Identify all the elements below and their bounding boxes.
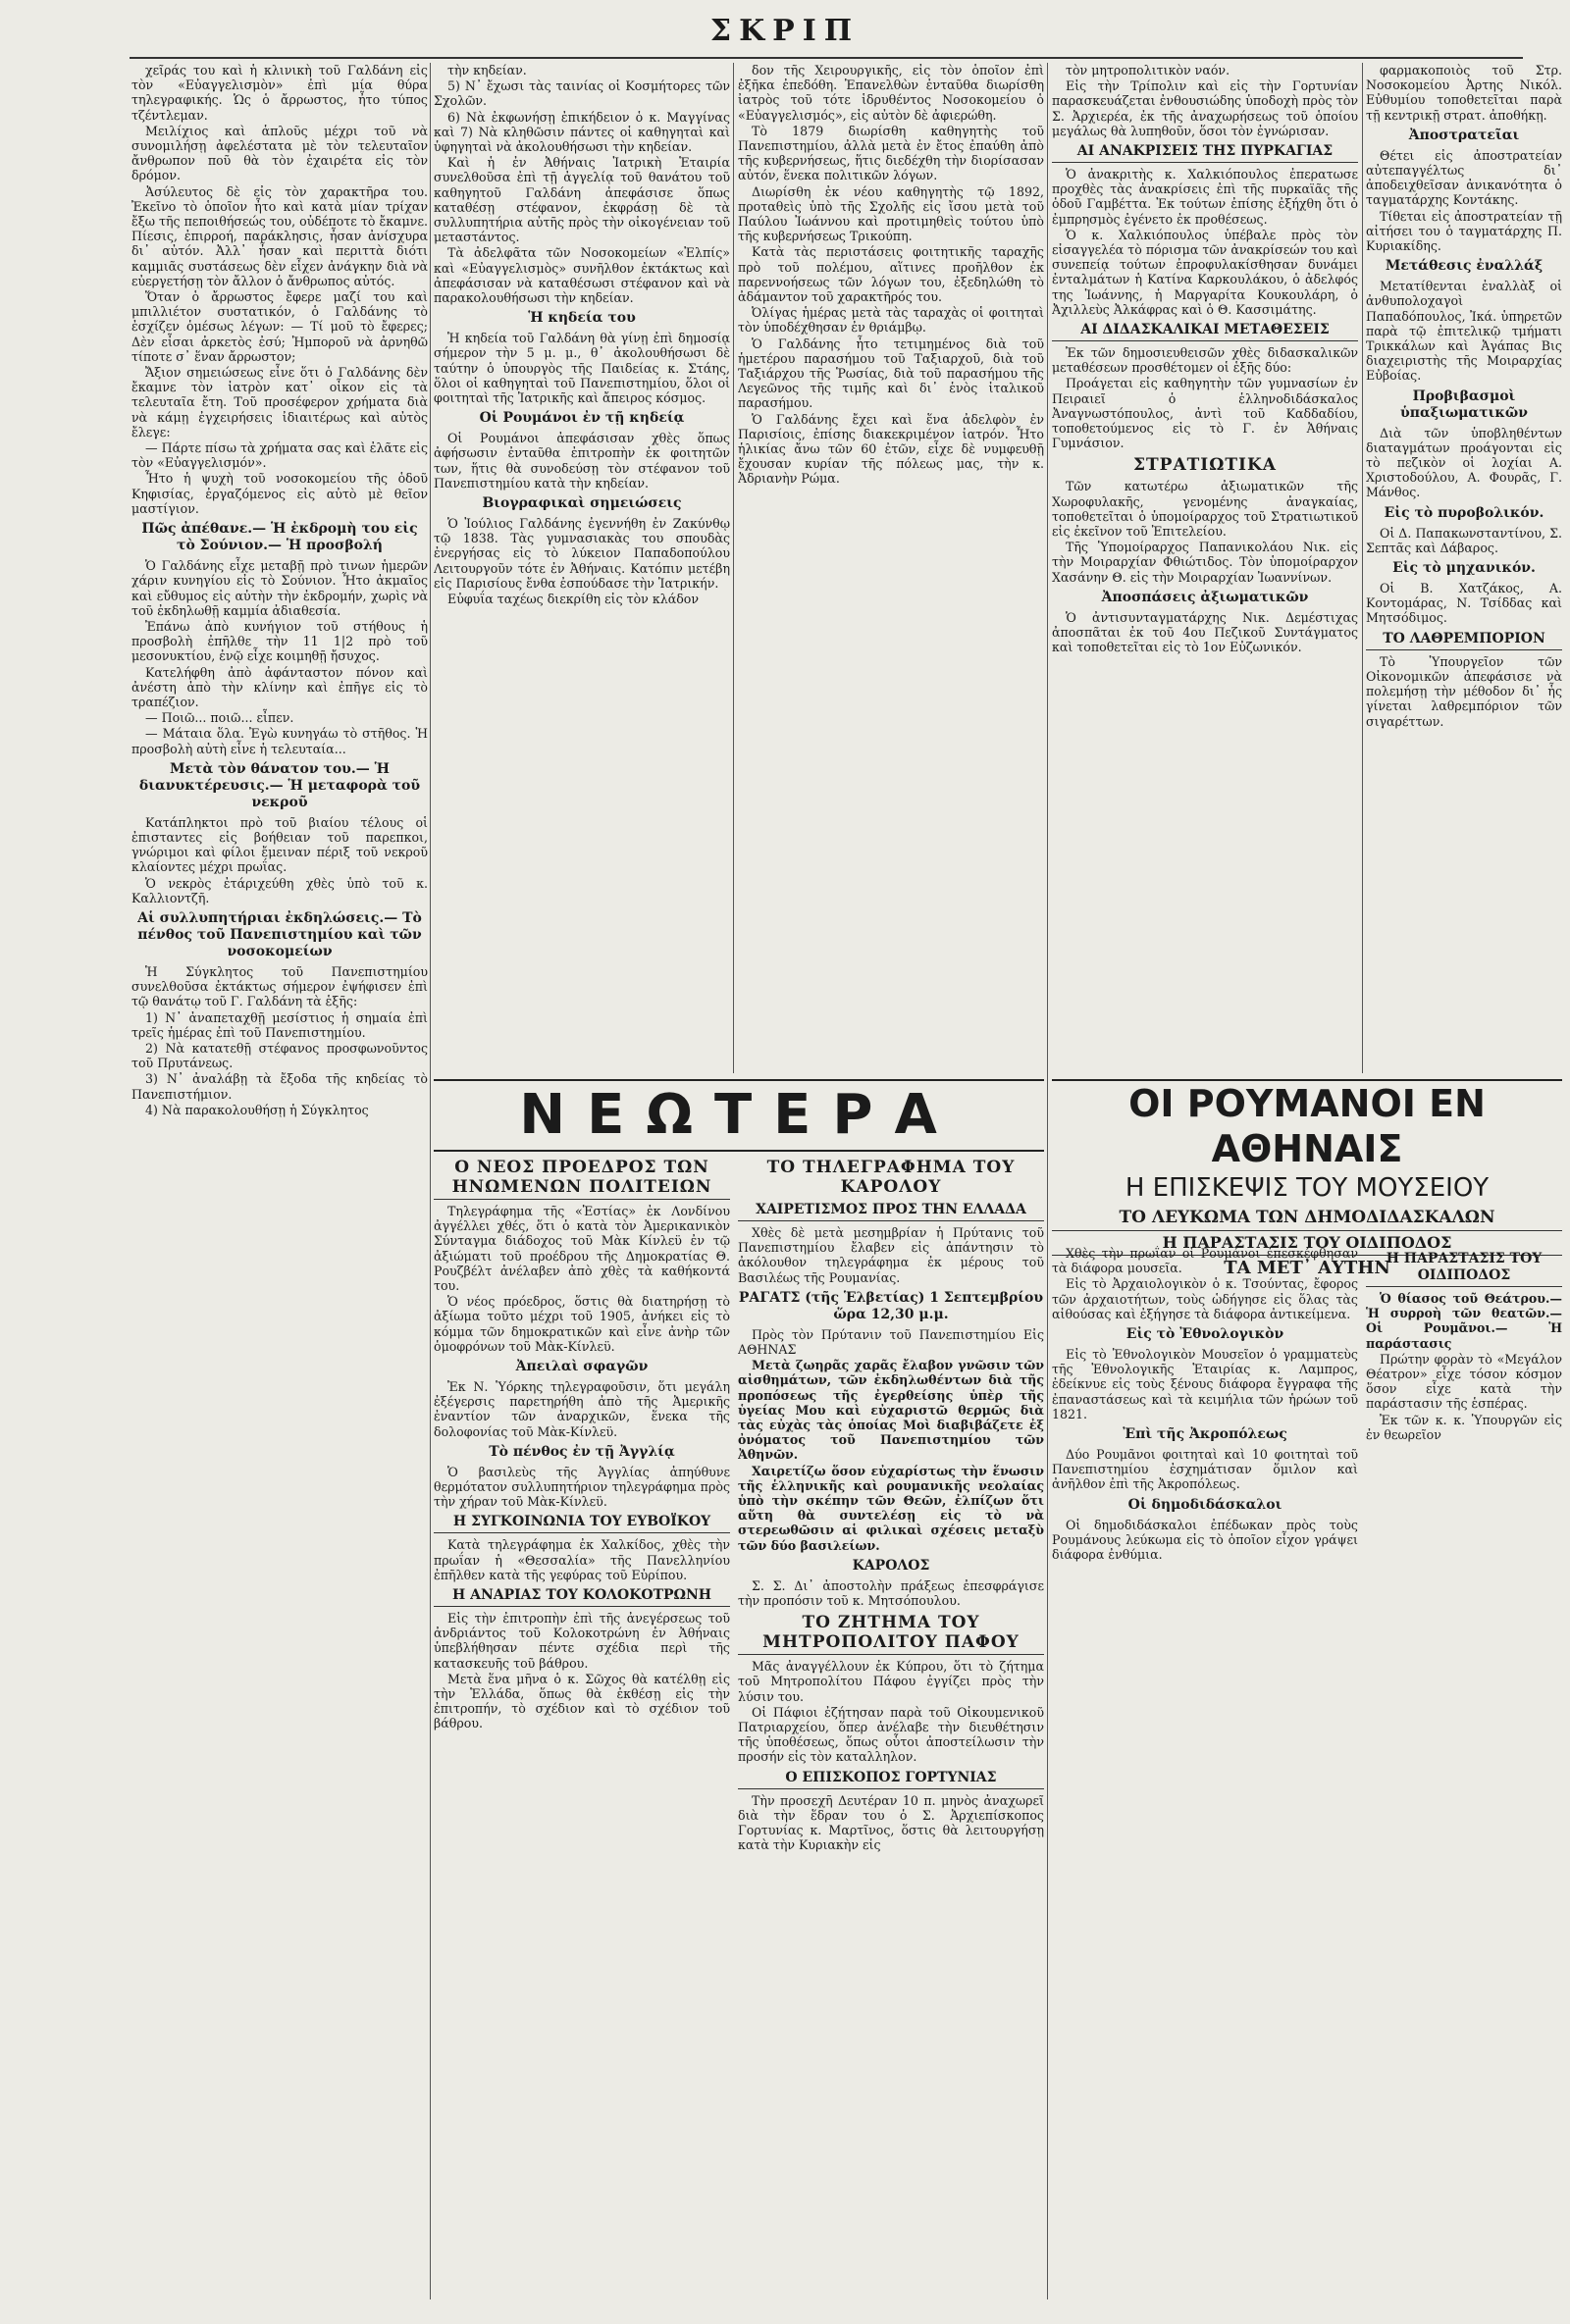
paragraph: Διὰ τῶν ὑποβληθέντων διαταγμάτων προάγονται εἰς τὸ πεζικὸν οἱ λοχίαι Α. Χριστοδούλου, Α. Φουρᾶς, Γ. Μάνθος.	[1366, 425, 1562, 500]
paragraph: Ὁ Γαλδάνης ἔχει καὶ ἕνα ἀδελφὸν ἐν Παρισίοις, ἐπίσης διακεκριμένον ἰατρόν. Ἦτο ἡλικίας ἄνω τῶν 60 ἐτῶν, εἶχε δὲ νυμφευθῇ ἔχουσαν κυρίαν τῆς πόλεως μας, τὴν κ. Ἀδριανὴν Ρώμα.	[738, 411, 1044, 487]
paragraph: Θέτει εἰς ἀποστρατείαν αὐτεπαγγέλτως δι᾽ ἀποδειχθεῖσαν ἀνικανότητα ὁ ταγματάρχης Κοντάκης.	[1366, 147, 1562, 208]
paragraph: Κατελήφθη ἀπὸ ἀφάνταστον πόνον καὶ ἀνέστη ἀπὸ τὴν κλίνην καὶ ἐπῆγε εἰς τὸ τραπέζιον.	[131, 664, 428, 709]
paragraph: Ὀλίγας ἡμέρας μετὰ τὰς ταραχὰς οἱ φοιτηταὶ τὸν ὑποδέχθησαν ἐν θριάμβῳ.	[738, 305, 1044, 336]
subheading: ΑΙ ΔΙΔΑΣΚΑΛΙΚΑΙ ΜΕΤΑΘΕΣΕΙΣ	[1052, 322, 1358, 341]
paragraph: Εἰς τὸ Ἐθνολογικὸν Μουσεῖον ὁ γραμματεὺς τῆς Ἐθνολογικῆς Ἑταιρίας κ. Λαμπρος, ἐδείκνυε εἰς τοὺς ξένους διάφορα ἔγγραφα τῆς ἐπαναστάσεως καὶ τὰ κειμήλια τῶν ἡρώων τοῦ 1821.	[1052, 1347, 1358, 1421]
subheading: Μετὰ τὸν θάνατον του.— Ἡ διανυκτέρευσις.— Ἡ μεταφορὰ τοῦ νεκροῦ	[138, 760, 421, 810]
column-5-lower	[1366, 1246, 1562, 2305]
subheading: ΡΑΓΑΤΣ (τῆς Ἑλβετίας) 1 Σεπτεμβρίου ὥρα 12,30 μ.μ.	[738, 1289, 1044, 1322]
paragraph: Ἐκ τῶν κ. κ. Ὑπουργῶν εἰς ἐν θεωρεῖον	[1366, 1412, 1562, 1442]
paragraph: Ὁ νέος πρόεδρος, ὅστις θὰ διατηρήσῃ τὸ ἀξίωμα τοῦτο μέχρι τοῦ 1905, ἀνήκει εἰς τὸ κόμμα τῶν δημοκρατικῶν καὶ εἶνε ἀνὴρ τῶν ὁμοφρόνων τοῦ Μὰκ-Κίνλεϋ.	[434, 1294, 730, 1354]
paragraph: τὸν μητροπολιτικὸν ναόν.	[1066, 63, 1230, 77]
paragraph: Ἡ Σύγκλητος τοῦ Πανεπιστημίου συνελθοῦσα ἐκτάκτως σήμερον ἐψήφισεν ἐπὶ τῷ θανάτῳ τοῦ Γ. Γαλδάνη τὰ ἑξῆς:	[131, 963, 428, 1009]
column-2	[434, 63, 730, 1138]
paragraph: Τὸ 1879 διωρίσθη καθηγητὴς τοῦ Πανεπιστημίου, ἀλλὰ μετὰ ἐν ἔτος ἐπαύθη ἀπὸ τῆς κυβερνήσεως, ἥτις διεδέχθη τὴν διορίσασαν αὐτόν, ἕνεκα πολιτικῶν λόγων.	[738, 123, 1044, 183]
paragraph: Ὅταν ὁ ἄρρωστος ἔφερε μαζί του καὶ μπιλλιέτον συστατικόν, ὁ Γαλδάνης τὸ ἐσχίζεν ὁμέσως λέγων: — Τί μοῦ τὸ ἔφερες; Δὲν εἶσαι ἀρκετὸς ἐσύ; Ἠμποροῦ νὰ ἀρνηθῶ τίποτε σ᾽ ἕναν ἄρρωστον;	[131, 289, 428, 364]
subheading: Εἰς τὸ πυροβολικόν.	[1384, 504, 1544, 521]
column-divider	[1047, 63, 1048, 2299]
subheading: ΧΑΙΡΕΤΙΣΜΟΣ ΠΡΟΣ ΤΗΝ ΕΛΛΑΔΑ	[738, 1202, 1044, 1221]
paragraph: Εἰς τὴν ἐπιτροπὴν ἐπὶ τῆς ἀνεγέρσεως τοῦ ἀνδριάντος τοῦ Κολοκοτρώνη ἐν Ἀθήναις ὑπεβλήθησαν πέντε σχέδια περὶ τῆς κατασκευῆς τοῦ βάθρου.	[434, 1611, 730, 1671]
paragraph: Ἐπάνω ἀπὸ κυνήγιον τοῦ στήθους ἡ προσβολὴ ἐπῆλθε τὴν 11 1|2 πρὸ τοῦ μεσονυκτίου, ἐνῷ εἶχε κοιμηθῇ ἤσυχος.	[131, 618, 428, 664]
paragraph: Τηλεγράφημα τῆς «Ἑστίας» ἐκ Λονδίνου ἀγγέλλει χθές, ὅτι ὁ κατὰ τὸν Ἀμερικανικὸν Σύνταγμα διάδοχος τοῦ Μὰκ Κίνλεϋ ἐν τῷ ἀξιώματι τοῦ προέδρου τῆς Δημοκρατίας Θ. Ρουζβέλτ ἀνέλαβεν ἀπὸ χθὲς τὰ καθήκοντά του.	[434, 1204, 730, 1294]
subheading: Η ΣΥΓΚΟΙΝΩΝΙΑ ΤΟΥ ΕΥΒΟΪΚΟΥ	[434, 1514, 730, 1533]
banner-line: Η ΠΑΡΑΣΤΑΣΙΣ ΤΟΥ ΟΙΔΙΠΟΔΟΣ	[1052, 1230, 1562, 1256]
column-4	[1052, 63, 1358, 1138]
neotera-label: ΝΕΩΤΕΡΑ	[434, 1079, 1044, 1152]
paragraph: Τὰ ἀδελφᾶτα τῶν Νοσοκομείων «Ἐλπίς» καὶ «Εὐαγγελισμὸς» συνῆλθον ἐκτάκτως καὶ ἀπεφάσισαν νὰ καταθέσωσι στέφανον καὶ νὰ παρακολουθήσωσι τὴν κηδείαν.	[434, 245, 730, 306]
subheading: Βιογραφικαὶ σημειώσεις	[482, 495, 682, 512]
subheading: ΤΟ ΤΗΛΕΓΡΑΦΗΜΑ ΤΟΥ ΚΑΡΟΛΟΥ	[766, 1158, 1016, 1197]
paragraph: Ὁ ἀνακριτὴς κ. Χαλκιόπουλος ἐπερατωσε προχθὲς τὰς ἀνακρίσεις ἐπὶ τῆς πυρκαϊᾶς τῆς ὁδοῦ Γαμβέττα. Ἐκ τούτων ἐπίσης ἐξήχθη ὅτι ὁ ἐμπρησμὸς ἐγένετο ἐκ προθέσεως.	[1052, 167, 1358, 227]
paragraph: Ὁ Ἰούλιος Γαλδάνης ἐγεννήθη ἐν Ζακύνθῳ τῷ 1838. Τὰς γυμνασιακὰς του σπουδὰς ἐνεργήσας εἰς τὸ λύκειον Παπαδοπούλου Λειτουργοῦν τότε ἐν Ἀθήναις. Κατόπιν μετέβη εἰς Παρισίους ἔνθα ἐσπούδασε τὴν Ἰατρικήν.	[434, 516, 730, 591]
paragraph: Οἱ Ρουμάνοι ἀπεφάσισαν χθὲς ὅπως ἀφήσωσιν ἐνταῦθα ἐπιτροπὴν ἐκ φοιτητῶν των, ἥτις θὰ συνοδεύσῃ τὸν στέφανον τοῦ Πανεπιστημίου κατὰ τὴν κηδείαν.	[434, 431, 730, 491]
paragraph: Μετὰ ζωηρᾶς χαρᾶς ἔλαβον γνῶσιν τῶν αἰσθημάτων, τῶν ἐκδηλωθέντων διὰ τῆς προπόσεως τῆς ἐγερθείσης ὑπὲρ τῆς ὑγείας Μου καὶ εὐχαριστῶ θερμῶς διὰ τὰς εὐχὰς τὰς ὁποίας Μοὶ διαβιβάζετε ἐξ ὀνόματος τοῦ Πανεπιστημίου τῶν Ἀθηνῶν.	[738, 1358, 1044, 1463]
paragraph: 3) Ν᾽ ἀναλάβῃ τὰ ἔξοδα τῆς κηδείας τὸ Πανεπιστήμιον.	[131, 1071, 428, 1102]
subheading: Μετάθεσις ἐναλλάξ	[1385, 258, 1544, 275]
paragraph: Κατὰ τηλεγράφημα ἐκ Χαλκίδος, χθὲς τὴν πρωΐαν ἡ «Θεσσαλία» τῆς Πανελληνίου ἐπῆλθεν κατὰ τῆς γεφύρας τοῦ Εὐρίπου.	[434, 1537, 730, 1582]
subheading: Ἀπειλαὶ σφαγῶν	[515, 1359, 649, 1375]
subheading: Ἀποστρατεῖαι	[1408, 127, 1520, 143]
paragraph: τὴν κηδείαν.	[447, 63, 527, 77]
paragraph: Τῶν κατωτέρω ἀξιωματικῶν τῆς Χωροφυλακῆς, γενομένης ἀναγκαίας, τοποθετεῖται ὁ ὑπομοίραρχος τοῦ Στρατιωτικοῦ εἰς ἐκεῖνον τοῦ Ἐπιτελείου.	[1052, 479, 1358, 540]
subheading: Ο ΝΕΟΣ ΠΡΟΕΔΡΟΣ ΤΩΝ ΗΝΩΜΕΝΩΝ ΠΟΛΙΤΕΙΩΝ	[434, 1158, 730, 1200]
paragraph: Τῆς Ὑπομοίραρχος Παπανικολάου Νικ. εἰς τὴν Μοιραρχίαν Φθιώτιδος. Τὸν ὑπομοίραρχον Χασάνην Θ. εἰς τὴν Μοιραρχίαν Ἰωαννίνων.	[1052, 540, 1358, 585]
paragraph: Ὁ βασιλεὺς τῆς Ἀγγλίας ἀπηύθυνε θερμότατον συλλυπητήριον τηλεγράφημα πρὸς τὴν χήραν τοῦ Μὰκ-Κίνλεϋ.	[434, 1464, 730, 1510]
paragraph: Ὁ ἀντισυνταγματάρχης Νικ. Δεμέστιχας ἀποσπᾶται ἐκ τοῦ 4ου Πεζικοῦ Συντάγματος καὶ τοποθετεῖται εἰς τὸ 1ον Εὐζωνικόν.	[1052, 609, 1358, 655]
paragraph: Προάγεται εἰς καθηγητὴν τῶν γυμνασίων ἐν Πειραιεῖ ὁ ἑλληνοδιδάσκαλος Ἀναγνωστόπουλος, ἀντὶ τοῦ Καδδαδίου, τοποθετούμενος εἰς τὸ Γ. ἐν Ἀθήναις Γυμνάσιον.	[1052, 376, 1358, 451]
subheading: Οἱ Ρουμάνοι ἐν τῇ κηδείᾳ	[479, 410, 685, 427]
paragraph: Μετὰ ἕνα μῆνα ὁ κ. Σῶχος θὰ κατέλθῃ εἰς τὴν Ἑλλάδα, ὅπως θὰ ἐκθέσῃ εἰς τὴν ἐπιτροπήν, τὸ σχέδιον καὶ τὸ σχέδιον τοῦ βάθρου.	[434, 1671, 730, 1731]
paragraph: 6) Νὰ ἐκφωνήσῃ ἐπικήδειον ὁ κ. Μαγγίνας καὶ 7) Νὰ κληθῶσιν πάντες οἱ καθηγηταὶ καὶ ὑφηγηταὶ νὰ ἀκολουθήσωσι τὴν κηδείαν.	[434, 109, 730, 155]
paragraph: Τὴν προσεχῆ Δευτέραν 10 π. μηνὸς ἀναχωρεῖ διὰ τὴν ἕδραν του ὁ Σ. Ἀρχιεπίσκοπος Γορτυνίας κ. Μαρτῖνος, ὅστις θὰ λειτουργήσῃ κατὰ τὴν Κυριακὴν εἰς	[738, 1792, 1044, 1853]
subheading: Προβιβασμοὶ ὑπαξιωματικῶν	[1400, 387, 1528, 421]
subheading: Η ΑΝΑΡΙΑΣ ΤΟΥ ΚΟΛΟΚΟΤΡΩΝΗ	[434, 1587, 730, 1607]
paragraph: Ἦτο ἡ ψυχὴ τοῦ νοσοκομείου τῆς ὁδοῦ Κηφισίας, ἐργαζόμενος εἰς αὐτὸ μὲ θεῖον μαστίγιον.	[131, 471, 428, 516]
subheading: Οἱ δημοδιδάσκαλοι	[1127, 1496, 1282, 1513]
paragraph: φαρμακοποιὸς τοῦ Στρ. Νοσοκομείου Ἀρτης Νικόλ. Εὐθυμίου τοποθετεῖται παρὰ τῇ κεντρικῇ στρατ. ἀποθήκῃ.	[1366, 63, 1562, 123]
paragraph: Πρὸς τὸν Πρύτανιν τοῦ Πανεπιστημίου Εἰς ΑΘΗΝΑΣ	[738, 1326, 1044, 1358]
paragraph: Κατὰ τὰς περιστάσεις φοιτητικῆς ταραχῆς πρὸ τοῦ πολέμου, αἵτινες προῆλθον ἐκ παρεννοήσεως τῶν λόγων του, ἐξεδηλώθη τὸ ἀδάμαντον τοῦ χαρακτῆρός του.	[738, 244, 1044, 305]
paragraph: Τίθεται εἰς ἀποστρατείαν τῇ αἰτήσει του ὁ ταγματάρχης Π. Κυριακίδης.	[1366, 208, 1562, 254]
paragraph: Δύο Ρουμᾶνοι φοιτηταὶ καὶ 10 φοιτηταὶ τοῦ Πανεπιστημίου ἐσχημάτισαν ὅμιλον καὶ ἀνῆλθον ἐπὶ τῆς Ἀκροπόλεως.	[1052, 1447, 1358, 1492]
paragraph: Σ. Σ. Δι᾽ ἀποστολὴν πράξεως ἐπεσφράγισε τὴν προπόσιν τοῦ κ. Μητσόπουλου.	[738, 1577, 1044, 1609]
paragraph: Εὐφυΐα ταχέως διεκρίθη εἰς τὸν κλάδον	[447, 592, 700, 607]
signature: ΚΑΡΟΛΟΣ	[852, 1557, 930, 1574]
banner-line: ΤΑ ΜΕΤ᾽ ΑΥΤΗΝ	[1224, 1258, 1390, 1278]
masthead-rule	[130, 57, 1523, 59]
subheading: Τὸ πένθος ἐν τῇ Ἀγγλίᾳ	[489, 1443, 675, 1460]
paragraph: Οἱ Δ. Παπακωνσταντίνου, Σ. Σεπτᾶς καὶ Δάβαρος.	[1366, 525, 1562, 555]
paragraph: — Ποιῶ... ποιῶ... εἶπεν.	[145, 710, 294, 726]
paragraph: Ὁ Γαλδάνης ἦτο τετιμημένος διὰ τοῦ ἡμετέρου παρασήμου τοῦ Ταξιαρχοῦ, διὰ τοῦ Ταξιάρχου τῆς Ῥωσίας, διὰ τοῦ παρασήμου τῆς Λεγεῶνος τῆς τιμῆς καὶ δι᾽ ἑνὸς ἰταλικοῦ παρασήμου.	[738, 336, 1044, 411]
column-3	[738, 63, 1044, 1138]
subheading: Εἰς τὸ μηχανικόν.	[1392, 560, 1536, 577]
paragraph: Οἱ Β. Χατζάκος, Α. Κοντομάρας, Ν. Τσίδδας καὶ Μητσόδιμος.	[1366, 581, 1562, 626]
paragraph: — Μάταια ὅλα. Ἐγὼ κυνηγάω τὸ στῆθος. Ἡ προσβολὴ αὐτὴ εἶνε ἡ τελευταία...	[131, 726, 428, 756]
subheading: Ἐπὶ τῆς Ἀκροπόλεως	[1123, 1426, 1287, 1443]
paragraph: Μετατίθενται ἐναλλὰξ οἱ ἀνθυπολοχαγοὶ Παπαδόπουλος, Ἰκά. ὑπηρετῶν παρὰ τῷ ἐπιτελικῷ τμήματι Τρικκάλων καὶ Ἀγάπας Βις διαχειριστὴς τῆς Μοιραρχίας Εὐβοίας.	[1366, 279, 1562, 384]
paragraph: 1) Ν᾽ ἀναπεταχθῇ μεσίστιος ἡ σημαία ἐπὶ τρεῖς ἡμέρας ἐπὶ τοῦ Πανεπιστημίου.	[131, 1009, 428, 1040]
subheading: Αἱ συλλυπητήριαι ἐκδηλώσεις.— Τὸ πένθος τοῦ Πανεπιστημίου καὶ τῶν νοσοκομείων	[137, 909, 422, 959]
paragraph: Ὁ θίασος τοῦ Θεάτρου.— Ἡ συρροὴ τῶν θεατῶν.— Οἱ Ρουμᾶνοι.— Ἡ παράστασις	[1366, 1291, 1562, 1351]
paragraph: Μᾶς ἀναγγέλλουν ἐκ Κύπρου, ὅτι τὸ ζήτημα τοῦ Μητροπολίτου Πάφου ἐγγίζει πρὸς τὴν λύσιν του.	[738, 1659, 1044, 1704]
column-4-lower	[1052, 1246, 1358, 2266]
paragraph: Ἡ κηδεία τοῦ Γαλδάνη θὰ γίνῃ ἐπὶ δημοσίᾳ σήμερον τὴν 5 μ. μ., θ᾽ ἀκολουθήσωσι δὲ ταύτην ὁ ὑπουργὸς τῆς Παιδείας κ. Στάης, ὅλοι οἱ καθηγηταὶ τοῦ Πανεπιστημίου, ὅλοι οἱ φοιτηταὶ τῆς Ἰατρικῆς καὶ ἄπειρος κόσμος.	[434, 331, 730, 406]
paragraph: Οἱ δημοδιδάσκαλοι ἐπέδωκαν πρὸς τοὺς Ρουμάνους λεύκωμα εἰς τὸ ὁποῖον εἶχον γράψει διάφορα ἐνθύμια.	[1052, 1517, 1358, 1563]
paragraph: Κατάπληκτοι πρὸ τοῦ βιαίου τέλους οἱ ἐπισταντες εἰς βοήθειαν τοῦ παρεπκοι, γνώριμοι καὶ φίλοι ἔμειναν πέριξ τοῦ νεκροῦ κλαίοντες μέχρι πρωΐας.	[131, 814, 428, 875]
paragraph: Ὁ Γαλδάνης εἶχε μεταβῇ πρὸ τινων ἡμερῶν χάριν κυνηγίου εἰς τὸ Σούνιον. Ἦτο ἀκμαῖος καὶ εὔθυμος εἰς αὐτὴν τὴν ἐκδρομήν, χωρὶς νὰ τοῦ ἐκδηλωθῇ καμμία ἀδιαθεσία.	[131, 558, 428, 618]
paragraph: Χθὲς δὲ μετὰ μεσημβρίαν ἡ Πρύτανις τοῦ Πανεπιστημίου ἔλαβεν εἰς ἀπάντησιν τὸ ἀκόλουθον τηλεγράφημα ἐκ μέρους τοῦ Βασιλέως τῆς Ρουμανίας.	[738, 1225, 1044, 1285]
paragraph: Διωρίσθη ἐκ νέου καθηγητὴς τῷ 1892, προταθεὶς ὑπὸ τῆς Σχολῆς εἰς ἴσου μετὰ τοῦ Παύλου Ἰωάννου καὶ προτιμηθεὶς τούτου ὑπὸ τῆς κυβερνήσεως Τρικούπη.	[738, 183, 1044, 244]
paragraph: 4) Νὰ παρακολουθήσῃ ἡ Σύγκλητος	[145, 1102, 369, 1117]
paragraph: 2) Νὰ κατατεθῇ στέφανος προσφωνοῦντος τοῦ Πρυτάνεως.	[131, 1040, 428, 1071]
paragraph: Μειλίχιος καὶ ἁπλοῦς μέχρι τοῦ νὰ συνομιλήσῃ ἀφελέστατα μὲ τὸν τελευταῖον ἄνθρωπον ποῦ θὰ τὸν ἐχαιρέτα εἰς τὸν δρόμον.	[131, 123, 428, 183]
column-3-lower	[738, 1153, 1044, 2300]
banner-subheadline: Η ΕΠΙΣΚΕΨΙΣ ΤΟΥ ΜΟΥΣΕΙΟΥ	[1125, 1173, 1490, 1203]
column-1	[131, 63, 428, 2299]
paragraph: Πρώτην φορὰν τὸ «Μεγάλον Θέατρον» εἶχε τόσον κόσμον ὅσον εἶχε κατὰ τὴν παράστασιν τῆς ἑσπέρας.	[1366, 1351, 1562, 1412]
paragraph: Καὶ ἡ ἐν Ἀθήναις Ἰατρικὴ Ἑταιρία συνελθοῦσα ἐπὶ τῇ ἀγγελίᾳ τοῦ θανάτου τοῦ καθηγητοῦ Γαλδάνη ἀπεφάσισε ὅπως καταθέσῃ στέφανον, ἐκφράσῃ δὲ τὰ συλλυπητήρια αὐτῆς πρὸς τὴν οἰκογένειαν τοῦ μεταστάντος.	[434, 155, 730, 245]
section-title-neotera	[434, 1079, 1044, 1148]
subheading: ΤΟ ΛΑΘΡΕΜΠΟΡΙΟΝ	[1366, 631, 1562, 650]
paragraph: δον τῆς Χειρουργικῆς, εἰς τὸν ὁποῖον ἐπὶ ἐξῆκα ἐπεδόθη. Ἐπανελθὼν ἐνταῦθα διωρίσθη ἰατρὸς τοῦ τότε ἱδρυθέντος Νοσοκομείου ὁ «Εὐαγγελισμός», εἰς αὐτὸν δὲ ἀφιερώθη.	[738, 63, 1044, 123]
subheading: Ο ΕΠΙΣΚΟΠΟΣ ΓΟΡΤΥΝΙΑΣ	[738, 1770, 1044, 1789]
subheading: Ἀποσπάσεις ἀξιωματικῶν	[1101, 589, 1309, 605]
column-divider	[430, 63, 431, 2299]
paragraph: Ἐκ Ν. Ὑόρκης τηλεγραφοῦσιν, ὅτι μεγάλη ἐξέγερσις παρετηρήθη ἀπὸ τῆς Ἀμερικῆς ἐναντίον τῶν ἀναρχικῶν, ἕνεκα τῆς δολοφονίας τοῦ Μὰκ-Κίνλεϋ.	[434, 1379, 730, 1439]
subheading: Η ΠΑΡΑΣΤΑΣΙΣ ΤΟΥ ΟΙΔΙΠΟΔΟΣ	[1366, 1251, 1562, 1287]
column-divider	[733, 63, 734, 1073]
paragraph: Ἐκ τῶν δημοσιευθεισῶν χθὲς διδασκαλικῶν μεταθέσεων προσθέτομεν οἱ ἑξῆς δύο:	[1052, 345, 1358, 376]
paragraph: Ἀσύλευτος δὲ εἰς τὸν χαρακτῆρα του. Ἐκεῖνο τὸ ὁποῖον ἦτο καὶ κατὰ μίαν τρίχαν ἔξω τῆς πεποιθήσεώς του, οὐδέποτε τὸ ἔκαμνε. Πίεσις, ἐπιρροή, παράκλησις, ἦσαν ἀνίσχυρα δι᾽ αὐτόν. Ἀλλ᾽ ἦσαν καὶ περιττὰ διότι καμμιᾶς συστάσεως δὲν εἶχεν ἀνάγκην διὰ νὰ εὐεργετήσῃ τὸν ἄλλον ὁ ἄνθρωπος αὐτός.	[131, 183, 428, 288]
banner-line: ΤΟ ΛΕΥΚΩΜΑ ΤΩΝ ΔΗΜΟΔΙΔΑΣΚΑΛΩΝ	[1119, 1208, 1495, 1227]
paragraph: Ὁ νεκρὸς ἐτάριχεύθη χθὲς ὑπὸ τοῦ κ. Καλλιοντζῆ.	[131, 875, 428, 905]
subheading: Εἰς τὸ Ἐθνολογικὸν	[1125, 1326, 1284, 1343]
subheading: ΣΤΡΑΤΙΩΤΙΚΑ	[1133, 455, 1277, 476]
paragraph: Χθὲς τὴν πρωΐαν οἱ Ρουμάνοι ἐπεσκέφθησαν τὰ διάφορα μουσεῖα.	[1052, 1246, 1358, 1276]
paragraph: Εἰς τὴν Τρίπολιν καὶ εἰς τὴν Γορτυνίαν παρασκευάζεται ἐνθουσιώδης ὑποδοχὴ πρὸς τὸν Σ. Ἀρχιερέα, ἐκ τῆς ἀναχωρήσεως τοῦ ὁποίου μεγάλως θὰ λυπηθοῦν, ὅσοι τὸν ἐγνώρισαν.	[1052, 78, 1358, 138]
paragraph: Εἰς τὸ Ἀρχαιολογικὸν ὁ κ. Τσούντας, ἔφορος τῶν ἀρχαιοτήτων, τοὺς ὡδήγησε εἰς ὅλας τὰς αἰθούσας καὶ ἐξήγησε τὰ διάφορα ἀντικείμενα.	[1052, 1276, 1358, 1321]
subheading: Ἡ κηδεία του	[528, 310, 636, 327]
paragraph: Οἱ Πάφιοι ἐζήτησαν παρὰ τοῦ Οἰκουμενικοῦ Πατριαρχείου, ὅπερ ἀνέλαβε τὴν διευθέτησιν τῆς ὑποθέσεως, ὅπως οὗτοι ἀποστείλωσιν τὴν προσήν εἰς τὸν καταλληλον.	[738, 1704, 1044, 1765]
banner-headline: ΟΙ ΡΟΥΜΑΝΟΙ ΕΝ ΑΘΗΝΑΙΣ	[1052, 1079, 1562, 1171]
column-divider	[1362, 63, 1363, 1073]
paragraph: Ὁ κ. Χαλκιόπουλος ὑπέβαλε πρὸς τὸν εἰσαγγελέα τὸ πόρισμα τῶν ἀνακρίσεών του καὶ συνεπείᾳ τούτων ἐπροφυλακίσθησαν δυνάμει ἐνταλμάτων ἡ Κατίνα Καρκουλάκου, ὁ ἀδελφός της Ἰωάννης, ἡ Μαργαρίτα Κουκουλάρη, ὁ Ἀχιλλεὺς Ἀλκάφρας καὶ ὁ Θ. Κασσιμάτης.	[1052, 227, 1358, 317]
paragraph: Τὸ Ὑπουργεῖον τῶν Οἰκονομικῶν ἀπεφάσισε νὰ πολεμήσῃ τὴν μέθοδον δι᾽ ἧς γίνεται λαθρεμπόριον τῶν σιγαρέττων.	[1366, 653, 1562, 729]
subheading: Πῶς ἀπέθανε.— Ἡ ἐκδρομὴ του εἰς τὸ Σούνιον.— Ἡ προσβολή	[141, 521, 418, 554]
paragraph: — Πάρτε πίσω τὰ χρήματα σας καὶ ἐλᾶτε εἰς τὸν «Εὐαγγελισμόν».	[131, 440, 428, 471]
subheading: ΤΟ ΖΗΤΗΜΑ ΤΟΥ ΜΗΤΡΟΠΟΛΙΤΟΥ ΠΑΦΟΥ	[738, 1613, 1044, 1655]
paragraph: Ἄξιον σημειώσεως εἶνε ὅτι ὁ Γαλδάνης δὲν ἔκαμνε τὸν ἰατρὸν κατ᾽ οἶκον εἰς τὰ τελευταῖα ἔτη. Τοῦ προσέφερον χρήματα διὰ νὰ κάμῃ ἐγχειρήσεις ἰδιαιτέρως καὶ αὐτὸς ἔλεγε:	[131, 365, 428, 439]
masthead: ΣΚΡΙΠ	[709, 14, 861, 48]
paragraph: Χαιρετίζω ὅσον εὐχαρίστως τὴν ἕνωσιν τῆς ἑλληνικῆς καὶ ρουμανικῆς νεολαίας ὑπὸ τὴν σκέπην τῶν Θεῶν, ἐλπίζων ὅτι αὕτη θὰ συντελέσῃ εἰς τὸ νὰ στερεωθῶσιν αἱ φιλικαὶ σχέσεις μεταξὺ τῶν δύο βασιλείων.	[738, 1463, 1044, 1553]
subheading: ΑΙ ΑΝΑΚΡΙΣΕΙΣ ΤΗΣ ΠΥΡΚΑΓΙΑΣ	[1052, 143, 1358, 163]
paragraph: χεῖράς του καὶ ἡ κλινικὴ τοῦ Γαλδάνη εἰς τὸν «Εὐαγγελισμὸν» ἐπὶ μία θύρα τηλεγραφικής. Ὡς ὁ ἄρρωστος, ἦτο τύπος τζέντλεμαν.	[131, 63, 428, 123]
column-2-lower	[434, 1153, 730, 2300]
paragraph: 5) Ν᾽ ἔχωσι τὰς ταινίας οἱ Κοσμήτορες τῶν Σχολῶν.	[434, 78, 730, 109]
